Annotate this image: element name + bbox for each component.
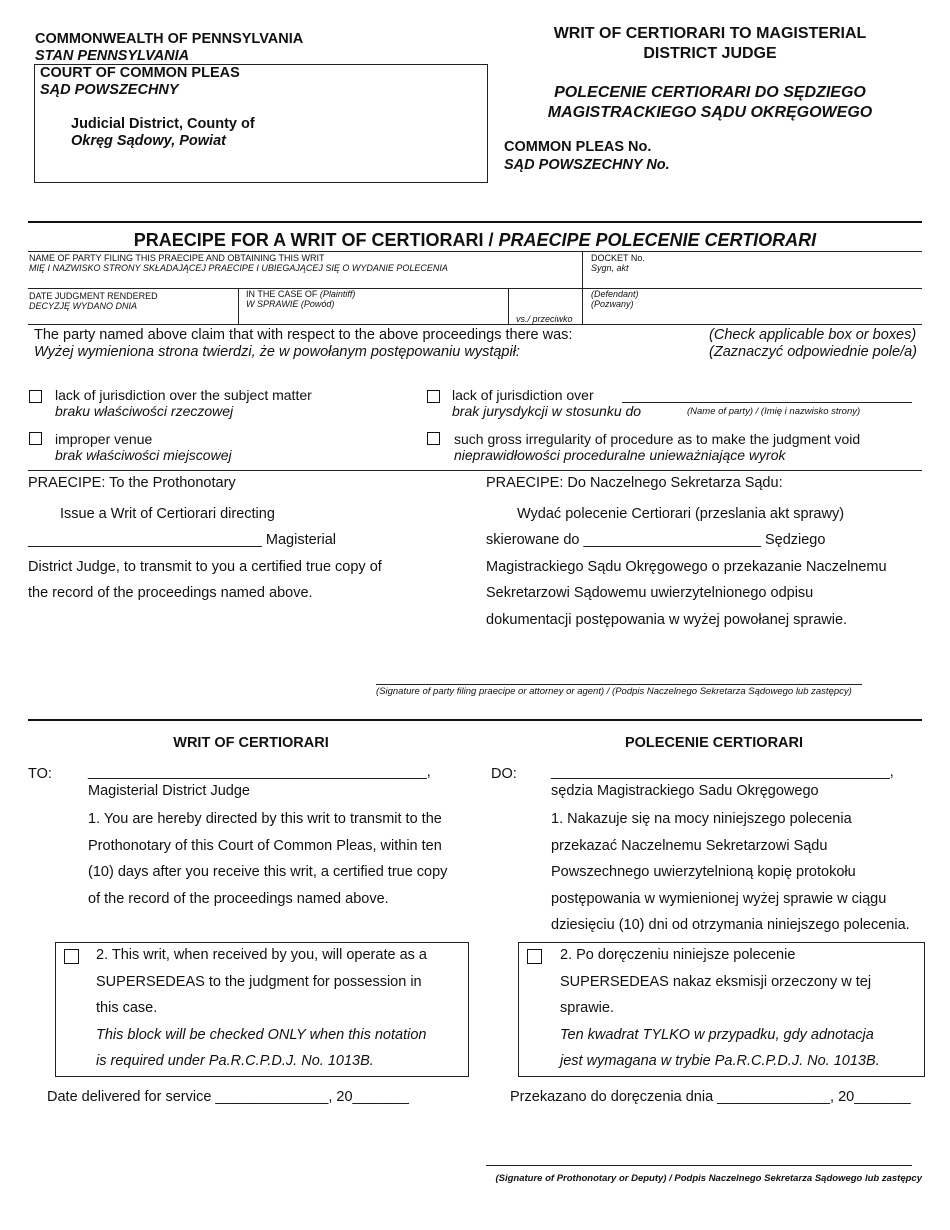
in-the-case-label-pl (246, 299, 355, 309)
writ-title-line1: WRIT OF CERTIORARI TO MAGISTERIAL (553, 25, 867, 42)
plaintiff-label-pl: (Powód) (300, 299, 335, 309)
writ-para2-line: SUPERSEDEAS to the judgment for possession in (96, 973, 422, 990)
praecipe-left-block (28, 470, 468, 607)
writ-para2-pl (560, 942, 922, 1075)
praecipe-right-line3: Magistrackiego Sądu Okręgowego o przekazanie Naczelnemu (486, 558, 887, 575)
date-delivered[interactable]: Date delivered for service ______________, 20_______ (47, 1089, 409, 1105)
praecipe-right-line4: Sekretarzowi Sądowemu uwierzytelnionego odpisu (486, 585, 814, 601)
in-the-case-text-pl: W SPRAWIE (246, 299, 299, 309)
praecipe-left-heading: PRAECIPE: To the Prothonotary (28, 475, 236, 491)
vs-label: vs./ przeciwko (516, 314, 573, 324)
subject-matter-option (55, 387, 312, 419)
vs-divider (508, 288, 509, 325)
prothonotary-signature-line[interactable] (486, 1165, 912, 1166)
writ-title-line2: DISTRICT JUDGE (643, 45, 777, 62)
praecipe-left-line4: the record of the proceedings named above. (28, 585, 313, 601)
check-note (709, 327, 917, 361)
docket-label (591, 253, 645, 273)
improper-venue-label: improper venue (55, 431, 153, 447)
praecipe-signature-label: (Signature of party filing praecipe or attorney or agent) / (Podpis Naczelnego Sekretarza Sądowego lub zastępcy) (376, 686, 852, 697)
writ-para2-line: this case. (96, 1000, 158, 1016)
writ-para2-note-pl: Ten kwadrat TYLKO w przypadku, gdy adnotacja (560, 1026, 874, 1043)
praecipe-right-line2: skierowane do ______________________ Sędziego (486, 532, 826, 548)
writ-para1-pl-line: przekazać Naczelnemu Sekretarzowi Sądu (551, 837, 828, 854)
subject-matter-checkbox[interactable] (29, 390, 42, 403)
name-party-label (29, 253, 448, 273)
writ-para1-line: (10) days after you receive this writ, a certified true copy (88, 864, 448, 880)
to-line-pl[interactable]: __________________________________________, (551, 764, 894, 780)
common-pleas-no-label: COMMON PLEAS No. (504, 139, 652, 155)
subject-matter-label: lack of jurisdiction over the subject matter (55, 387, 312, 403)
date-delivered-pl[interactable]: Przekazano do doręczenia dnia ______________, 20_______ (510, 1089, 911, 1105)
writ-para1-pl-line: postępowania w wymienionej wyżej sprawie w ciągu (551, 890, 887, 907)
praecipe-title-pl: PRAECIPE POLECENIE CERTIORARI (498, 230, 817, 250)
writ-title-pl-line2: MAGISTRACKIEGO SĄDU OKRĘGOWEGO (547, 104, 873, 121)
to-label: TO: (28, 766, 52, 782)
in-the-case-label (246, 289, 355, 309)
irregularity-label-pl: nieprawidłowości proceduralne unieważniające wyrok (454, 447, 786, 463)
court-heading-pl: SĄD POWSZECHNY (40, 82, 179, 98)
writ-para1 (88, 806, 468, 912)
claim-text-en: The party named above claim that with respect to the above proceedings there was: (34, 327, 573, 343)
praecipe-title-en: PRAECIPE FOR A WRIT OF CERTIORARI / (133, 230, 499, 250)
jurisdiction-party-label-pl: brak jurysdykcji w stosunku do (452, 403, 642, 419)
writ-title-pl-line1: POLECENIE CERTIORARI DO SĘDZIEGO (554, 84, 866, 101)
writ-para1-line: of the record of the proceedings named above. (88, 890, 389, 907)
irregularity-label: such gross irregularity of procedure as to make the judgment void (454, 431, 861, 447)
writ-para2-pl-line: 2. Po doręczeniu niniejsze polecenie (560, 947, 796, 963)
praecipe-title (28, 230, 922, 251)
praecipe-title-rule (28, 251, 922, 252)
docket-label-en: DOCKET No. (591, 253, 645, 263)
in-the-case-label-en (246, 289, 355, 299)
check-note-en: (Check applicable box or boxes) (709, 327, 917, 343)
party-name-note: (Name of party) / (Imię i nazwisko strony) (687, 406, 861, 417)
praecipe-right-line1: Wydać polecenie Certiorari (przeslania akt sprawy) (517, 505, 845, 522)
praecipe-right-heading: PRAECIPE: Do Naczelnego Sekretarza Sądu: (486, 475, 783, 491)
irregularity-option (454, 431, 860, 463)
party-name-line[interactable] (622, 402, 912, 403)
writ-para1-pl-line: 1. Nakazuje się na mocy niniejszego polecenia (551, 811, 852, 827)
to-line[interactable]: __________________________________________, (88, 764, 431, 780)
jurisdiction-party-checkbox[interactable] (427, 390, 440, 403)
writ-para1-pl-line: dziesięciu (10) dni od otrzymania niniejszego polecenia. (551, 917, 910, 933)
to-label-pl: DO: (491, 766, 517, 782)
docket-label-pl: Sygn, akt (591, 263, 629, 273)
improper-venue-option (55, 431, 232, 463)
irregularity-checkbox[interactable] (427, 432, 440, 445)
check-note-pl: (Zaznaczyć odpowiednie pole/a) (709, 344, 917, 360)
mdj-label: Magisterial District Judge (88, 783, 250, 799)
writ-para2-note: This block will be checked ONLY when this notation (96, 1026, 427, 1043)
supersedeas-checkbox-pl[interactable] (527, 949, 542, 964)
defendant-label-pl: (Pozwany) (591, 299, 634, 309)
commonwealth-heading-pl: STAN PENNSYLVANIA (35, 48, 190, 64)
jurisdiction-party-option (452, 387, 641, 419)
praecipe-left-line3: District Judge, to transmit to you a certified true copy of (28, 558, 382, 575)
date-judgment-label-pl: DECYZJĘ WYDANO DNIA (29, 301, 138, 311)
writ-para2-pl-line: SUPERSEDEAS nakaz eksmisji orzeczony w tej (560, 973, 872, 990)
praecipe-right-block (486, 470, 926, 633)
praecipe-signature-line[interactable] (376, 684, 862, 685)
claim-text-pl: Wyżej wymieniona strona twierdzi, że w powołanym postępowaniu wystąpił: (34, 344, 520, 360)
supersedeas-checkbox[interactable] (64, 949, 79, 964)
writ-para1-line: 1. You are hereby directed by this writ to transmit to the (88, 811, 442, 827)
writ-para1-line: Prothonotary of this Court of Common Pleas, within ten (88, 837, 442, 854)
jurisdiction-party-label: lack of jurisdiction over (452, 387, 594, 403)
improper-venue-checkbox[interactable] (29, 432, 42, 445)
date-judgment-label (29, 291, 158, 311)
defendant-label (591, 289, 639, 309)
writ-top-rule (28, 719, 922, 721)
court-heading: COURT OF COMMON PLEAS (40, 65, 240, 81)
praecipe-left-line1: Issue a Writ of Certiorari directing (60, 505, 275, 522)
improper-venue-label-pl: brak właściwości miejscowej (55, 447, 232, 463)
case-row-rule (28, 324, 922, 325)
common-pleas-no-label-pl: SĄD POWSZECHNY No. (504, 157, 670, 173)
commonwealth-heading: COMMONWEALTH OF PENNSYLVANIA (35, 31, 304, 47)
prothonotary-signature-label: (Signature of Prothonotary or Deputy) / Podpis Naczelnego Sekretarza Sądowego lub zastępcy (495, 1173, 922, 1184)
name-party-label-en: NAME OF PARTY FILING THIS PRAECIPE AND OBTAINING THIS WRIT (29, 253, 325, 263)
writ-heading: WRIT OF CERTIORARI (173, 735, 329, 751)
district-label: Judicial District, County of (71, 116, 255, 132)
subject-matter-label-pl: braku właściwości rzeczowej (55, 403, 234, 419)
writ-para2-note: is required under Pa.R.C.P.D.J. No. 1013B. (96, 1053, 374, 1069)
writ-para1-pl-line: Powszechnego uwierzytelnioną kopię protokołu (551, 864, 856, 880)
writ-para2-line: 2. This writ, when received by you, will operate as a (96, 947, 427, 963)
in-the-case-text: IN THE CASE OF (246, 289, 318, 299)
praecipe-left-line2: _____________________________ Magisterial (28, 532, 336, 548)
date-divider (238, 288, 239, 325)
writ-title-pl (500, 83, 920, 123)
defendant-label-en: (Defendant) (591, 289, 639, 299)
praecipe-right-line5: dokumentacji postępowania w wyżej powołanej sprawie. (486, 611, 848, 628)
writ-title (500, 24, 920, 64)
writ-para2-note-pl: jest wymagana w trybie Pa.R.C.P.D.J. No. 1013B. (560, 1053, 880, 1069)
name-party-label-pl: MIĘ I NAZWISKO STRONY SKŁADAJĄCEJ PRAECIPE I UBIEGAJĄCEJ SIĘ O WYDANIE POLECENIA (29, 263, 448, 273)
praecipe-top-rule (28, 221, 922, 223)
mdj-label-pl: sędzia Magistrackiego Sadu Okręgowego (551, 783, 819, 799)
plaintiff-label: (Plaintiff) (319, 289, 356, 299)
writ-heading-pl: POLECENIE CERTIORARI (624, 735, 804, 751)
claim-text (34, 327, 572, 361)
date-judgment-label-en: DATE JUDGMENT RENDERED (29, 291, 158, 301)
writ-para2 (96, 942, 466, 1075)
writ-para1-pl (551, 806, 941, 939)
district-label-pl: Okręg Sądowy, Powiat (71, 133, 226, 149)
name-row-rule (28, 288, 922, 289)
writ-para2-pl-line: sprawie. (560, 1000, 614, 1016)
